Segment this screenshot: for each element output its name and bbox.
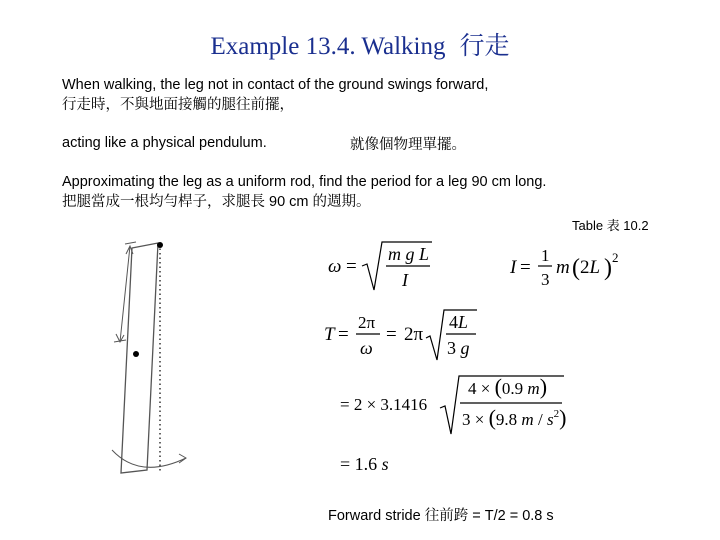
swing-arc bbox=[112, 450, 186, 467]
forward-stride-line: Forward stride 往前跨 = T/2 = 0.8 s bbox=[328, 508, 554, 524]
svg-text:3 × (9.8 m / s2): 3 × (9.8 m / $s^2$) bbox=[462, 405, 567, 430]
leg-rod-diagram bbox=[100, 232, 210, 482]
svg-text:2: 2 bbox=[612, 250, 619, 265]
svg-text:I: I bbox=[402, 270, 408, 290]
svg-text:4 × (0.9 m): 4 × (0.9 m) bbox=[468, 374, 548, 399]
title-chinese: 行走 bbox=[459, 33, 510, 60]
table-reference: Table 表 10.2 bbox=[572, 218, 649, 233]
svg-text:= 2 × 3.1416: = 2 × 3.1416 bbox=[340, 395, 428, 414]
problem-statement-chinese: 把腿當成一根均勻桿子，求腿長 90 cm 的週期。 bbox=[62, 194, 371, 210]
intro-line-english: When walking, the leg not in contact of the ground swings forward, bbox=[62, 77, 489, 93]
svg-text:T: T bbox=[324, 324, 335, 345]
svg-text:m g L: m g L bbox=[388, 244, 430, 264]
svg-text:4L: 4L bbox=[449, 312, 469, 332]
dimension-tick-top bbox=[125, 242, 136, 244]
svg-text:=: = bbox=[386, 324, 397, 345]
center-of-mass-dot bbox=[133, 351, 139, 357]
svg-text:=: = bbox=[520, 257, 531, 278]
svg-text:2L: 2L bbox=[580, 257, 601, 278]
pendulum-line-english: acting like a physical pendulum. bbox=[62, 135, 267, 151]
svg-text:): ) bbox=[604, 255, 612, 281]
svg-text:1: 1 bbox=[541, 246, 550, 265]
svg-text:=: = bbox=[338, 324, 349, 345]
svg-text:m: m bbox=[556, 257, 570, 278]
pivot-point bbox=[157, 242, 163, 248]
svg-text:= 1.6 s: = 1.6 s bbox=[340, 454, 389, 474]
svg-text:=: = bbox=[346, 256, 357, 277]
svg-text:ω: ω bbox=[328, 256, 342, 277]
intro-line-chinese: 行走時，不與地面接觸的腿往前擺， bbox=[62, 97, 294, 113]
title-english: Example 13.4. Walking bbox=[210, 33, 446, 60]
substitution-equation bbox=[338, 372, 578, 438]
svg-text:2π: 2π bbox=[358, 313, 376, 332]
pendulum-line-chinese: 就像個物理單擺。 bbox=[350, 137, 466, 153]
svg-text:ω: ω bbox=[360, 338, 373, 358]
swing-arrow-icon bbox=[179, 454, 186, 463]
svg-text:(: ( bbox=[572, 255, 580, 281]
svg-text:2π: 2π bbox=[404, 324, 424, 345]
problem-statement-english: Approximating the leg as a uniform rod, find the period for a leg 90 cm long. bbox=[62, 174, 547, 190]
svg-text:3: 3 bbox=[541, 270, 550, 289]
inertia-equation bbox=[508, 242, 628, 292]
page-title bbox=[0, 26, 720, 62]
period-equation bbox=[322, 304, 482, 364]
result-equation bbox=[338, 448, 428, 478]
omega-equation bbox=[326, 238, 436, 294]
svg-text:I: I bbox=[510, 257, 517, 278]
svg-text:3 g: 3 g bbox=[447, 338, 470, 358]
